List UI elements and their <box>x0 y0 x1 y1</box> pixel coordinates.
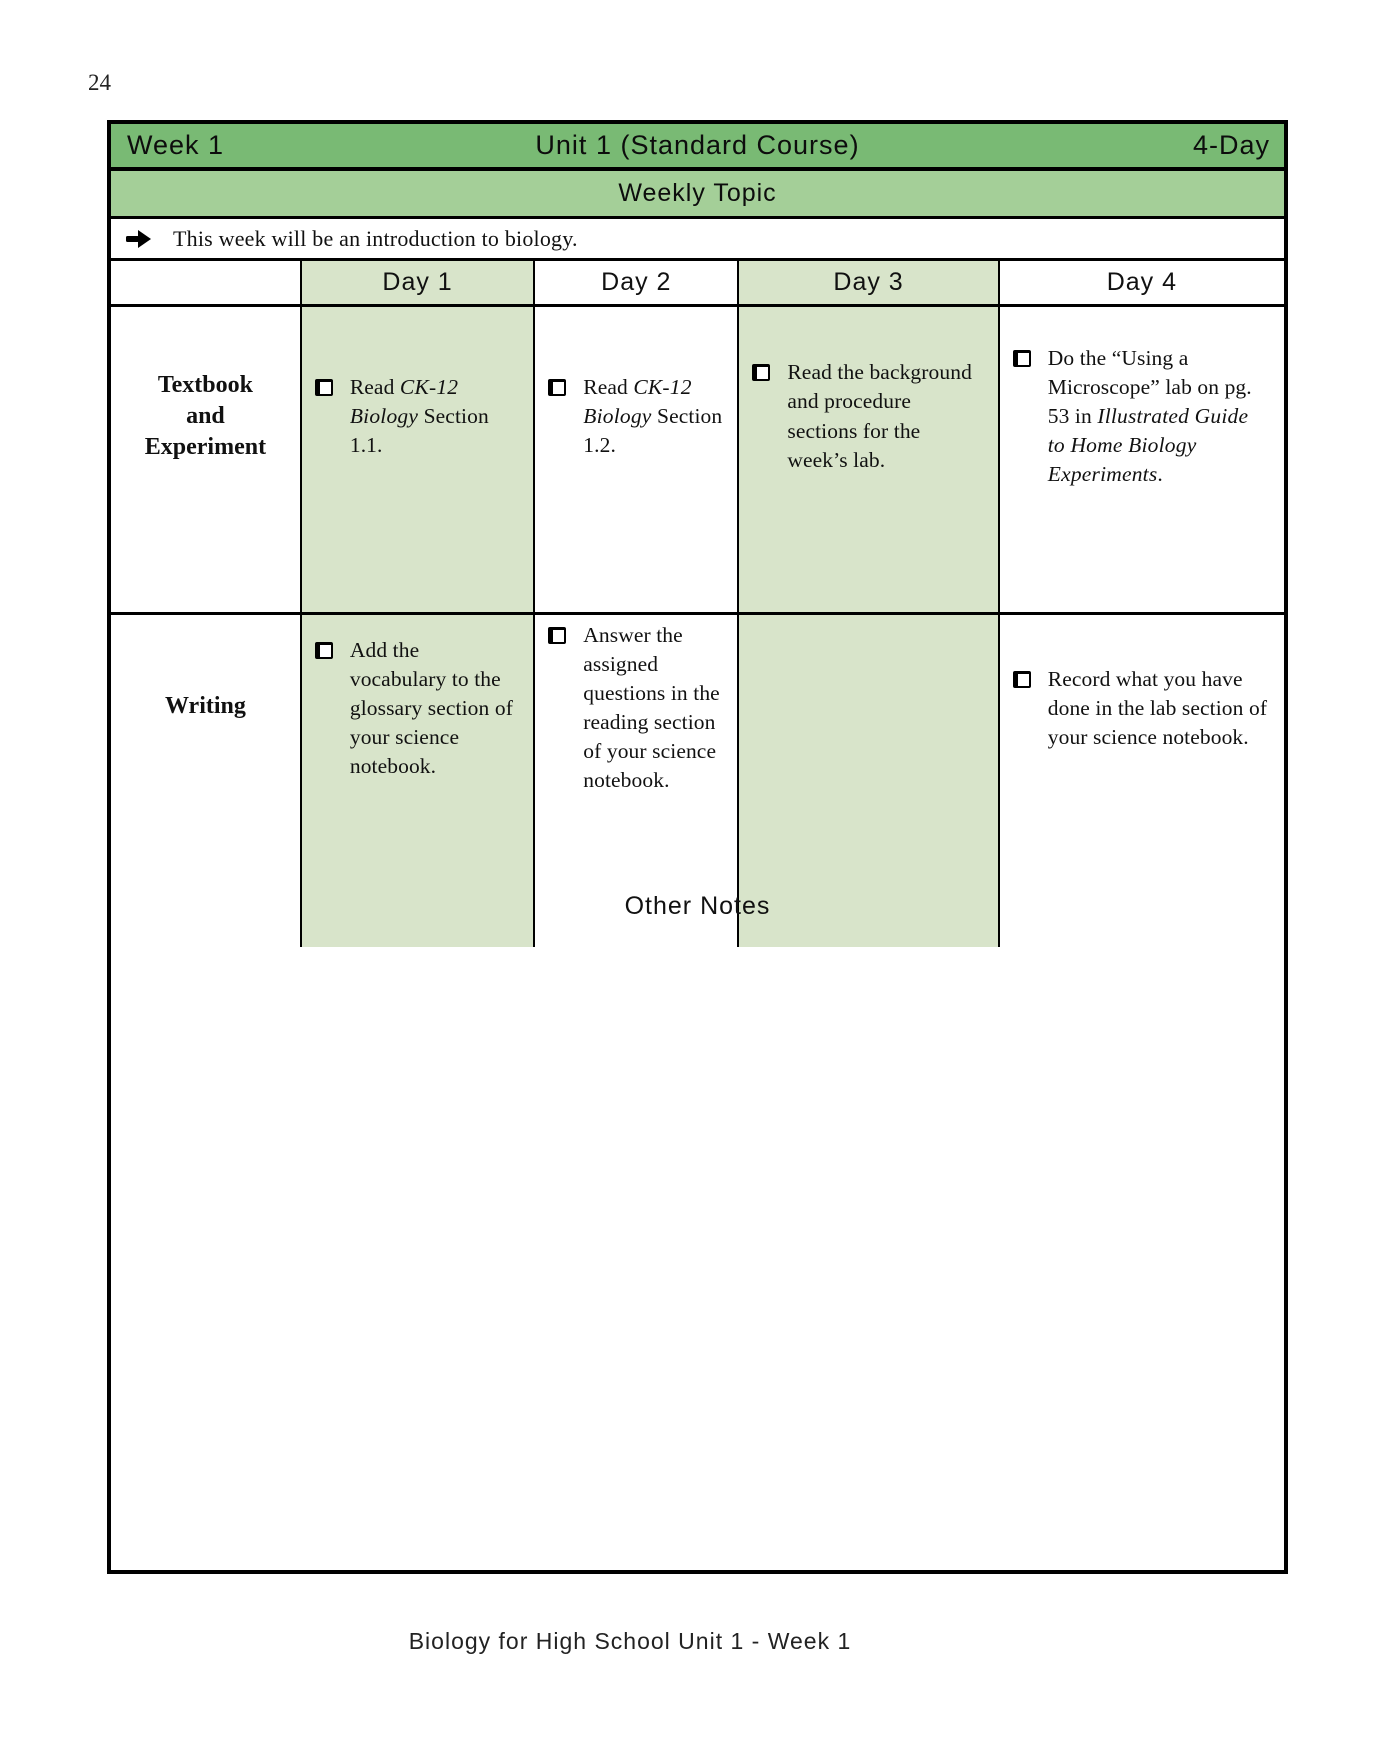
schedule-type-label: 4-Day <box>1192 130 1270 160</box>
day-header-blank-cell <box>111 261 300 304</box>
task-cell-day-4 <box>998 307 1284 612</box>
unit-label: Unit 1 (Standard Course) <box>535 130 860 160</box>
task-checkbox-icon[interactable] <box>548 379 566 396</box>
task-checkbox-icon[interactable] <box>1013 350 1031 367</box>
other-notes-title: Other Notes <box>624 892 771 920</box>
task-text: Add the vocabulary to the glossary section of your science notebook. <box>349 637 513 778</box>
task-cell-day-4 <box>998 615 1284 947</box>
week-header-row <box>111 124 1284 171</box>
day-header-row <box>111 261 1284 307</box>
task-text: Read the background and procedure sections for the week’s lab. <box>787 360 972 472</box>
task-text: Read CK-12 Biology Section 1.1. <box>349 374 489 457</box>
task-text: Do the “Using a Microscope” lab on pg. 53 in Illustrated Guide to Home Biology Experiments. <box>1047 345 1252 487</box>
task-checkbox-icon[interactable] <box>315 379 333 396</box>
task-cell-day-1 <box>300 307 533 612</box>
task-cell-day-3 <box>737 307 997 612</box>
task-checkbox-icon[interactable] <box>752 364 770 381</box>
page-footer: Biology for High School Unit 1 - Week 1 <box>408 1628 852 1654</box>
task-checkbox-icon[interactable] <box>315 642 333 659</box>
weekly-topic-title: Weekly Topic <box>618 179 777 207</box>
task-checkbox-icon[interactable] <box>548 627 566 644</box>
row-label: Textbook and Experiment <box>111 307 300 612</box>
arrow-right-icon <box>125 230 151 248</box>
day-header-day-1: Day 1 <box>300 261 533 304</box>
task-checkbox-icon[interactable] <box>1013 671 1031 688</box>
day-header-day-3: Day 3 <box>737 261 997 304</box>
schedule-row-textbook-and-experiment <box>111 307 1284 615</box>
page-number: 24 <box>88 70 111 95</box>
row-label: Writing <box>111 615 300 947</box>
day-header-day-4: Day 4 <box>998 261 1284 304</box>
task-text: Answer the assigned questions in the reading section of your science notebook. <box>583 623 720 793</box>
weekly-planner-table <box>107 120 1288 1574</box>
day-header-day-2: Day 2 <box>533 261 737 304</box>
task-cell-day-1 <box>300 615 533 947</box>
schedule-row-writing <box>111 615 1284 885</box>
task-text: Read CK-12 Biology Section 1.2. <box>583 374 723 457</box>
weekly-topic-bar <box>111 171 1284 219</box>
task-text: Record what you have done in the lab section of your science notebook. <box>1047 666 1268 749</box>
task-cell-day-2 <box>533 307 737 612</box>
other-notes-area <box>111 930 1284 1570</box>
task-cell-day-3 <box>737 615 997 947</box>
topic-note-text: This week will be an introduction to biology. <box>173 225 578 251</box>
week-label: Week 1 <box>127 130 225 160</box>
topic-note-row <box>111 219 1284 261</box>
